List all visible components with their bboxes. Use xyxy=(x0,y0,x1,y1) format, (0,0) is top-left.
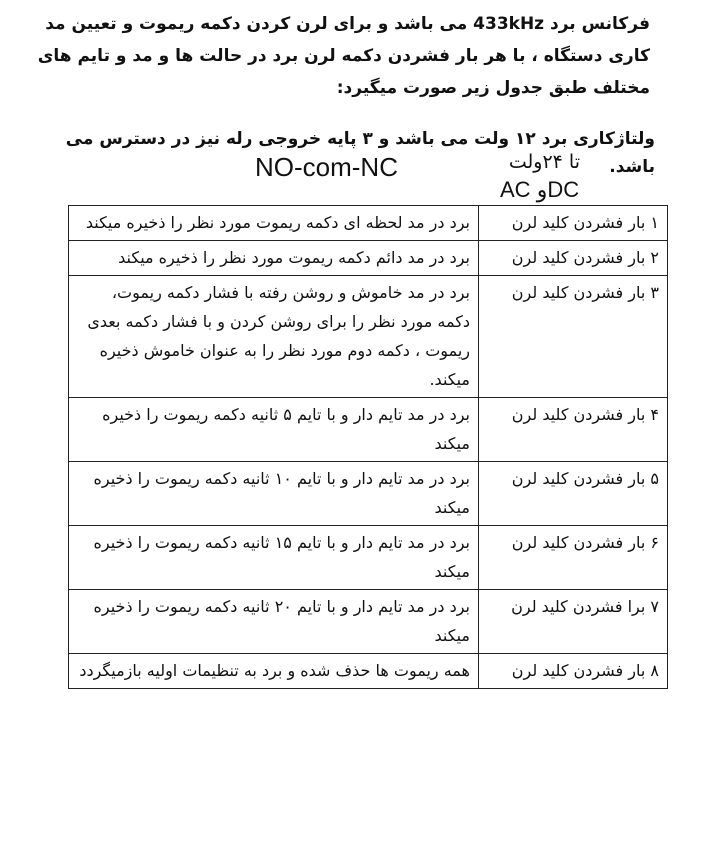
table-row xyxy=(69,526,668,590)
intro-line-2: کاری دستگاه ، با هر بار فشردن دکمه لرن برد در حالت ها و مد و تایم های xyxy=(37,46,650,66)
learn-modes-table xyxy=(68,205,668,689)
intro-line-1: فرکانس برد 433kHz می باشد و برای لرن کردن دکمه ریموت و تعیین مد xyxy=(45,14,650,34)
table-row xyxy=(69,462,668,526)
table-row xyxy=(69,590,668,654)
press-count-cell: ۱ بار فشردن کلید لرن xyxy=(479,206,668,241)
mode-description-cell: برد در مد دائم دکمه ریموت مورد نظر را ذخیره میکند xyxy=(69,241,479,276)
mode-description-cell: برد در مد تایم دار و با تایم ۱۵ ثانیه دکمه ریموت را ذخیره میکند xyxy=(69,526,479,590)
press-count-cell: ۸ بار فشردن کلید لرن xyxy=(479,654,668,689)
press-count-cell: ۷ برا فشردن کلید لرن xyxy=(479,590,668,654)
voltage-line: ولتاژکاری برد ۱۲ ولت می باشد و ۳ پایه خروجی رله نیز در دسترس می باشد. xyxy=(65,129,655,177)
voltage-range-label: تا ۲۴ولت xyxy=(508,151,580,173)
intro-line-3: مختلف طبق جدول زیر صورت میگیرد: xyxy=(336,78,650,98)
press-count-cell: ۵ بار فشردن کلید لرن xyxy=(479,462,668,526)
mode-description-cell: همه ریموت ها حذف شده و برد به تنظیمات اولیه بازمیگردد xyxy=(69,654,479,689)
table-row xyxy=(69,654,668,689)
press-count-cell: ۲ بار فشردن کلید لرن xyxy=(479,241,668,276)
ac-dc-label: AC وDC xyxy=(500,177,580,202)
relay-pins-label: NO-com-NC xyxy=(255,152,398,182)
mode-description-cell: برد در مد لحظه ای دکمه ریموت مورد نظر را ذخیره میکند xyxy=(69,206,479,241)
mode-description-cell: برد در مد تایم دار و با تایم ۲۰ ثانیه دکمه ریموت را ذخیره میکند xyxy=(69,590,479,654)
mode-description-cell: برد در مد تایم دار و با تایم ۱۰ ثانیه دکمه ریموت را ذخیره میکند xyxy=(69,462,479,526)
table-row xyxy=(69,398,668,462)
mode-description-cell: برد در مد تایم دار و با تایم ۵ ثانیه دکمه ریموت را ذخیره میکند xyxy=(69,398,479,462)
press-count-cell: ۴ بار فشردن کلید لرن xyxy=(479,398,668,462)
table-row xyxy=(69,206,668,241)
table-row xyxy=(69,276,668,398)
table-row xyxy=(69,241,668,276)
mode-description-cell: برد در مد خاموش و روشن رفته با فشار دکمه ریموت، دکمه مورد نظر را برای روشن کردن و با فشار دکمه بعدی ریموت ، دکمه دوم مورد نظر را به عنوان خاموش ذخیره میکند. xyxy=(69,276,479,398)
intro-paragraph xyxy=(30,8,650,104)
press-count-cell: ۳ بار فشردن کلید لرن xyxy=(479,276,668,398)
press-count-cell: ۶ بار فشردن کلید لرن xyxy=(479,526,668,590)
